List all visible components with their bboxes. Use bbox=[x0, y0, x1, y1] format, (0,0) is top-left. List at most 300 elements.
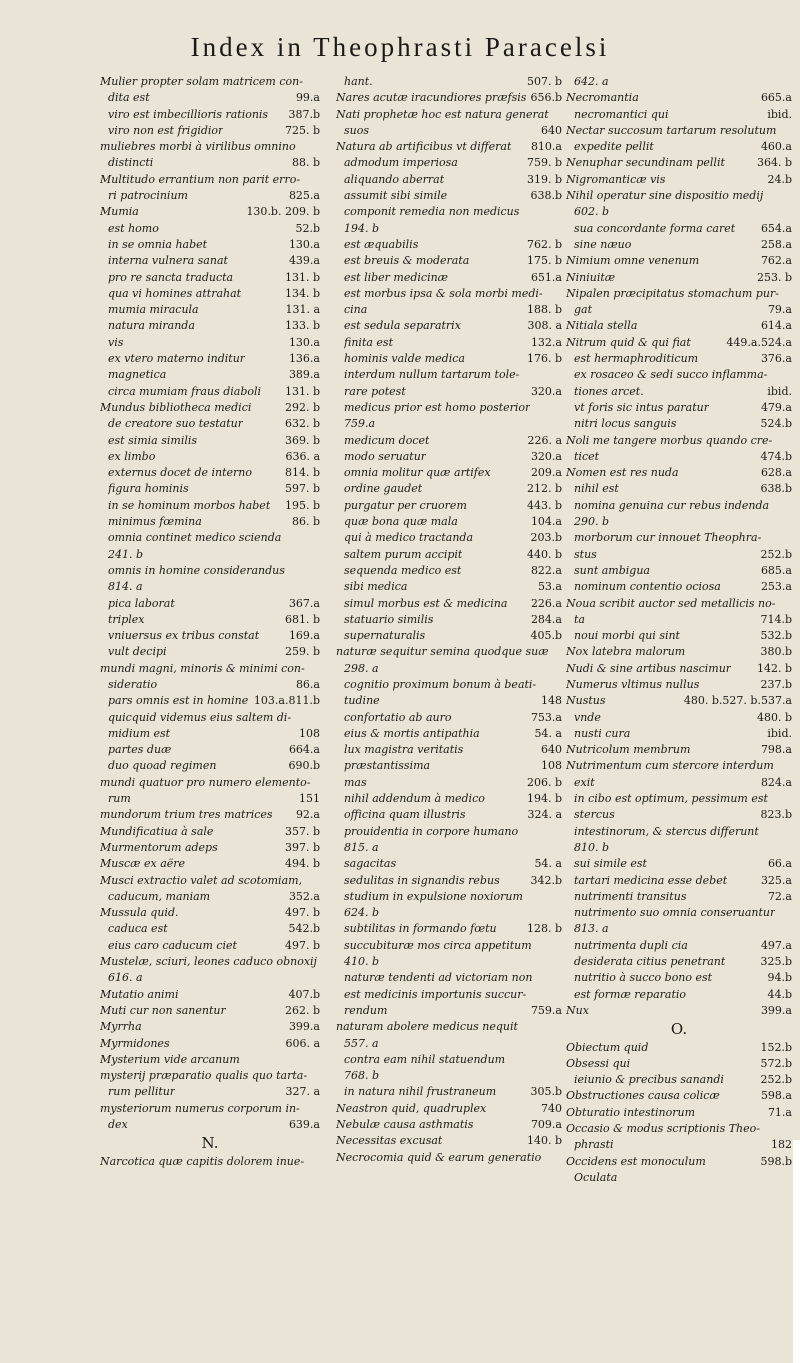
entry-term: Mustelæ, sciuri, leones caduco obnoxij bbox=[100, 955, 317, 969]
entry-page-ref: 24.b bbox=[767, 172, 792, 186]
index-entry bbox=[336, 987, 562, 1003]
index-entry bbox=[100, 188, 320, 204]
index-entry bbox=[566, 188, 792, 204]
entry-term: est formæ reparatio bbox=[574, 987, 687, 1001]
entry-term: hominis valde medica bbox=[344, 352, 465, 366]
index-entry bbox=[336, 596, 562, 612]
index-entry bbox=[100, 335, 320, 351]
entry-term: Musci extractio valet ad scotomiam, bbox=[100, 873, 303, 887]
entry-page-ref: 597. b bbox=[284, 482, 320, 496]
entry-term: omnia continet medico scienda bbox=[108, 531, 282, 545]
index-entry bbox=[566, 139, 792, 155]
entry-term: finita est bbox=[344, 335, 393, 349]
entry-term: statuario similis bbox=[344, 612, 434, 626]
entry-page-ref: 176. b bbox=[526, 352, 562, 366]
entry-term: Myrrha bbox=[100, 1020, 142, 1034]
entry-page-ref: 252.b bbox=[760, 1073, 792, 1087]
entry-term: 768. b bbox=[344, 1069, 380, 1083]
entry-page-ref: 53.a bbox=[537, 580, 562, 594]
entry-term: eius caro caducum ciet bbox=[108, 938, 237, 952]
index-entry bbox=[566, 954, 792, 970]
entry-page-ref: 71.a bbox=[767, 1105, 792, 1119]
entry-term: studium in expulsione noxiorum bbox=[344, 889, 523, 903]
entry-page-ref: 44.b bbox=[767, 987, 792, 1001]
entry-page-ref: 253. b bbox=[756, 270, 792, 284]
index-entry bbox=[336, 400, 562, 416]
entry-term: Nitrum quid & qui fiat bbox=[566, 335, 691, 349]
entry-term: interdum nullum tartarum tole- bbox=[344, 368, 520, 382]
entry-term: rendum bbox=[344, 1003, 388, 1017]
entry-term: Multitudo errantium non parit erro- bbox=[100, 172, 301, 186]
index-entry bbox=[566, 1056, 792, 1072]
entry-page-ref: 54. a bbox=[534, 857, 562, 871]
index-entry bbox=[336, 204, 562, 220]
entry-page-ref: 103.a.811.b bbox=[253, 694, 320, 708]
entry-term: est æquabilis bbox=[344, 237, 419, 251]
entry-term: in se omnia habet bbox=[108, 237, 208, 251]
entry-term: quæ bona quæ mala bbox=[344, 515, 458, 529]
index-entry bbox=[336, 970, 562, 986]
page-edge bbox=[793, 1140, 800, 1363]
entry-term: 298. a bbox=[344, 661, 379, 675]
index-entry bbox=[100, 286, 320, 302]
entry-term: sequenda medico est bbox=[344, 563, 462, 577]
entry-term: ordine gaudet bbox=[344, 482, 423, 496]
entry-page-ref: 325.a bbox=[760, 873, 792, 887]
index-entry bbox=[100, 693, 320, 709]
entry-term: ex vtero materno inditur bbox=[108, 352, 246, 366]
entry-page-ref: 474.b bbox=[760, 449, 792, 463]
index-entry bbox=[566, 807, 792, 823]
index-entry bbox=[566, 824, 792, 840]
entry-term: 814. a bbox=[108, 580, 143, 594]
entry-term: vult decipi bbox=[108, 645, 167, 659]
index-entry bbox=[100, 775, 320, 791]
entry-term: Mulier propter solam matricem con- bbox=[100, 75, 303, 88]
entry-page-ref: 252.b bbox=[760, 547, 792, 561]
entry-term: nutrimento suo omnia conseruantur bbox=[574, 906, 776, 920]
index-entry bbox=[566, 1154, 792, 1170]
entry-page-ref: 259. b bbox=[284, 645, 320, 659]
entry-term: 410. b bbox=[344, 955, 380, 969]
index-entry bbox=[100, 302, 320, 318]
index-entry bbox=[100, 596, 320, 612]
entry-term: tiones arcet. bbox=[574, 384, 644, 398]
section-letter: N. bbox=[201, 1134, 219, 1153]
index-entry bbox=[100, 661, 320, 677]
entry-term: quicquid videmus eius saltem di- bbox=[108, 710, 292, 724]
index-entry bbox=[566, 286, 792, 302]
index-entry bbox=[566, 693, 792, 709]
entry-term: Nustus bbox=[566, 694, 606, 708]
entry-page-ref: 132.a bbox=[530, 335, 562, 349]
entry-term: rare potest bbox=[344, 384, 406, 398]
index-entry bbox=[566, 726, 792, 742]
index-entry bbox=[566, 514, 792, 530]
entry-page-ref: 759.a bbox=[530, 1003, 562, 1017]
entry-term: ta bbox=[574, 612, 585, 626]
entry-term: Neastron quid, quadruplex bbox=[336, 1101, 487, 1115]
entry-page-ref: 681. b bbox=[284, 612, 320, 626]
entry-term: Obstructiones causa colicæ bbox=[566, 1089, 720, 1103]
entry-term: dita est bbox=[108, 91, 150, 105]
index-entry bbox=[566, 367, 792, 383]
entry-page-ref: 319. b bbox=[526, 172, 562, 186]
index-entry bbox=[566, 758, 792, 774]
entry-page-ref: 130.a bbox=[288, 237, 320, 251]
entry-term: magnetica bbox=[108, 368, 167, 382]
entry-page-ref: 325.b bbox=[760, 955, 792, 969]
index-entry bbox=[100, 123, 320, 139]
index-entry bbox=[100, 1019, 320, 1035]
entry-term: est medicinis importunis succur- bbox=[344, 987, 527, 1001]
index-entry bbox=[100, 856, 320, 872]
entry-term: minimus fœmina bbox=[108, 515, 202, 529]
index-entry bbox=[100, 416, 320, 432]
index-entry bbox=[336, 74, 562, 90]
index-entry bbox=[100, 400, 320, 416]
index-entry bbox=[100, 677, 320, 693]
index-entry bbox=[100, 628, 320, 644]
index-entry bbox=[566, 237, 792, 253]
index-entry bbox=[566, 270, 792, 286]
entry-term: ex limbo bbox=[108, 449, 156, 463]
entry-term: nusti cura bbox=[574, 726, 631, 740]
entry-page-ref: 651.a bbox=[530, 270, 562, 284]
page-title: Index in Theophrasti Paracelsi bbox=[190, 32, 610, 62]
entry-page-ref: 665.a bbox=[760, 91, 792, 105]
entry-term: tartari medicina esse debet bbox=[574, 873, 728, 887]
entry-term: Myrmidones bbox=[100, 1036, 170, 1050]
entry-page-ref: 709.a bbox=[530, 1118, 562, 1131]
entry-page-ref: 494. b bbox=[284, 857, 320, 871]
entry-page-ref: 654.a bbox=[760, 221, 792, 235]
entry-term: est liber medicinæ bbox=[344, 270, 449, 284]
entry-page-ref: 152.b bbox=[760, 1040, 792, 1054]
entry-term: Nares acutæ iracundiores præfsis bbox=[336, 91, 527, 105]
index-entry bbox=[100, 530, 320, 546]
entry-term: stercus bbox=[574, 808, 615, 822]
index-entry bbox=[566, 873, 792, 889]
entry-term: supernaturalis bbox=[344, 629, 426, 643]
index-entry bbox=[566, 384, 792, 400]
entry-page-ref: 133. b bbox=[284, 319, 320, 333]
entry-term: 194. b bbox=[344, 221, 380, 235]
entry-term: 759.a bbox=[344, 417, 376, 431]
entry-term: Nenuphar secundinam pellit bbox=[566, 156, 725, 170]
entry-term: modo seruatur bbox=[344, 449, 427, 463]
entry-term: 642. a bbox=[574, 75, 609, 88]
index-entry bbox=[566, 987, 792, 1003]
index-entry bbox=[100, 758, 320, 774]
index-entry bbox=[100, 1036, 320, 1052]
index-entry bbox=[566, 661, 792, 677]
entry-term: saltem purum accipit bbox=[344, 547, 463, 561]
index-entry bbox=[100, 1117, 320, 1133]
entry-term: cina bbox=[344, 303, 368, 317]
entry-term: officina quam illustris bbox=[344, 808, 466, 822]
index-entry bbox=[566, 970, 792, 986]
entry-page-ref: 369. b bbox=[284, 433, 320, 447]
index-entry bbox=[566, 612, 792, 628]
index-entry bbox=[336, 677, 562, 693]
entry-term: 624. b bbox=[344, 906, 380, 920]
entry-term: ticet bbox=[574, 449, 600, 463]
entry-term: externus docet de interno bbox=[108, 466, 253, 480]
index-entry bbox=[336, 384, 562, 400]
entry-term: sagacitas bbox=[344, 857, 397, 871]
index-entry bbox=[100, 449, 320, 465]
index-entry bbox=[566, 335, 792, 351]
entry-term: sunt ambigua bbox=[574, 563, 650, 577]
entry-term: Muti cur non sanentur bbox=[100, 1003, 226, 1017]
index-entry bbox=[336, 644, 562, 660]
index-entry bbox=[100, 74, 320, 90]
entry-term: est homo bbox=[108, 221, 159, 235]
entry-term: lux magistra veritatis bbox=[344, 743, 464, 757]
entry-term: ieiunio & precibus sanandi bbox=[574, 1073, 724, 1087]
entry-page-ref: 399.a bbox=[760, 1003, 792, 1017]
entry-page-ref: 130.a bbox=[288, 335, 320, 349]
entry-term: Obsessi qui bbox=[566, 1056, 631, 1070]
index-entry bbox=[566, 1137, 792, 1153]
entry-page-ref: 376.a bbox=[760, 352, 792, 366]
entry-term: Nipalen præcipitatus stomachum pur- bbox=[566, 286, 779, 300]
entry-page-ref: 364. b bbox=[756, 156, 792, 170]
entry-term: circa mumiam fraus diaboli bbox=[108, 384, 262, 398]
index-entry bbox=[336, 775, 562, 791]
entry-term: 616. a bbox=[108, 971, 143, 985]
entry-term: Nectar succosum tartarum resolutum bbox=[566, 123, 777, 137]
index-entry bbox=[336, 840, 562, 856]
entry-term: sideratio bbox=[108, 677, 158, 691]
index-entry bbox=[566, 579, 792, 595]
entry-page-ref: 131. b bbox=[284, 384, 320, 398]
entry-term: Oculata bbox=[574, 1170, 618, 1184]
entry-term: phrasti bbox=[574, 1138, 614, 1152]
entry-term: nutrimenta dupli cia bbox=[574, 938, 688, 952]
index-column-3 bbox=[566, 74, 792, 1186]
entry-term: Numerus vltimus nullus bbox=[566, 677, 700, 691]
entry-term: sedulitas in signandis rebus bbox=[344, 873, 500, 887]
index-entry bbox=[336, 253, 562, 269]
entry-page-ref: 685.a bbox=[760, 563, 792, 577]
entry-term: in se hominum morbos habet bbox=[108, 498, 271, 512]
index-entry bbox=[336, 481, 562, 497]
index-entry bbox=[566, 856, 792, 872]
entry-page-ref: 203.b bbox=[530, 531, 562, 545]
entry-term: nihil addendum à medico bbox=[344, 792, 485, 806]
entry-term: prouidentia in corpore humano bbox=[344, 824, 519, 838]
index-column-2 bbox=[336, 74, 562, 1166]
entry-term: rum bbox=[108, 792, 131, 806]
entry-page-ref: 397. b bbox=[284, 840, 320, 854]
index-entry bbox=[100, 384, 320, 400]
entry-page-ref: 636. a bbox=[285, 449, 320, 463]
index-entry bbox=[100, 1084, 320, 1100]
entry-term: Nox latebra malorum bbox=[566, 645, 686, 659]
entry-term: Murmentorum adeps bbox=[100, 840, 218, 854]
index-entry bbox=[336, 188, 562, 204]
entry-page-ref: 439.a bbox=[288, 254, 320, 268]
entry-page-ref: 209.a bbox=[530, 466, 562, 480]
entry-term: mundorum trium tres matrices bbox=[100, 808, 273, 822]
entry-term: subtilitas in formando fœtu bbox=[344, 922, 497, 936]
entry-term: Nihil operatur sine dispositio medij bbox=[566, 189, 764, 203]
entry-page-ref: 460.a bbox=[760, 140, 792, 154]
index-entry bbox=[336, 612, 562, 628]
entry-page-ref: 824.a bbox=[760, 775, 792, 789]
entry-term: admodum imperiosa bbox=[344, 156, 458, 170]
index-entry bbox=[336, 367, 562, 383]
index-entry bbox=[566, 221, 792, 237]
entry-term: viro est imbecillioris rationis bbox=[108, 107, 269, 121]
index-entry bbox=[336, 139, 562, 155]
index-entry bbox=[566, 302, 792, 318]
index-entry bbox=[566, 1170, 792, 1186]
entry-term: rum pellitur bbox=[108, 1085, 176, 1099]
entry-term: mas bbox=[344, 775, 367, 789]
entry-page-ref: 226.a bbox=[530, 596, 562, 610]
entry-term: Muscæ ex aëre bbox=[100, 857, 186, 871]
entry-page-ref: 292. b bbox=[284, 400, 320, 414]
entry-term: præstantissima bbox=[344, 759, 431, 773]
index-entry bbox=[100, 498, 320, 514]
entry-term: Necessitas excusat bbox=[336, 1134, 443, 1148]
entry-term: omnia molitur quæ artifex bbox=[344, 466, 491, 480]
index-entry bbox=[566, 791, 792, 807]
entry-page-ref: 542.b bbox=[288, 922, 320, 936]
index-entry bbox=[566, 889, 792, 905]
index-entry bbox=[566, 530, 792, 546]
index-entry bbox=[100, 547, 320, 563]
entry-page-ref: 327. a bbox=[285, 1085, 320, 1099]
entry-page-ref: 480. b.527. b.537.a bbox=[683, 694, 792, 708]
index-entry bbox=[336, 237, 562, 253]
entry-page-ref: 72.a bbox=[767, 889, 792, 903]
index-entry bbox=[566, 563, 792, 579]
index-entry bbox=[336, 498, 562, 514]
entry-term: Mutatio animi bbox=[100, 987, 179, 1001]
index-entry bbox=[100, 1101, 320, 1117]
entry-page-ref: 226. a bbox=[527, 433, 562, 447]
entry-term: Mumia bbox=[100, 205, 139, 219]
index-entry bbox=[566, 433, 792, 449]
entry-term: nitri locus sanguis bbox=[574, 417, 677, 431]
entry-page-ref: 108 bbox=[541, 759, 562, 773]
entry-term: est morbus ipsa & sola morbi medi- bbox=[344, 286, 543, 300]
entry-term: aliquando aberrat bbox=[344, 172, 445, 186]
entry-page-ref: 92.a bbox=[295, 808, 320, 822]
entry-page-ref: 108 bbox=[299, 726, 320, 740]
entry-term: figura hominis bbox=[108, 482, 189, 496]
entry-page-ref: 380.b bbox=[760, 645, 792, 659]
entry-term: Nux bbox=[566, 1003, 589, 1017]
entry-term: pica laborat bbox=[108, 596, 175, 610]
index-entry bbox=[566, 1003, 792, 1019]
entry-page-ref: 628.a bbox=[760, 466, 792, 480]
entry-page-ref: 104.a bbox=[530, 515, 562, 529]
entry-page-ref: 140. b bbox=[526, 1134, 562, 1148]
index-entry bbox=[566, 481, 792, 497]
index-entry bbox=[566, 628, 792, 644]
entry-term: Natura ab artificibus vt differat bbox=[336, 140, 512, 154]
index-entry bbox=[336, 302, 562, 318]
entry-page-ref: 814. b bbox=[284, 466, 320, 480]
index-entry bbox=[336, 726, 562, 742]
index-entry bbox=[336, 221, 562, 237]
entry-term: noui morbi qui sint bbox=[574, 629, 680, 643]
entry-term: confortatio ab auro bbox=[344, 710, 452, 724]
entry-page-ref: 759. b bbox=[526, 156, 562, 170]
entry-page-ref: 572.b bbox=[760, 1056, 792, 1070]
index-entry bbox=[336, 465, 562, 481]
entry-term: Occidens est monoculum bbox=[566, 1154, 706, 1168]
index-entry bbox=[336, 824, 562, 840]
entry-term: pro re sancta traducta bbox=[108, 270, 234, 284]
entry-page-ref: 443. b bbox=[526, 498, 562, 512]
entry-page-ref: 810.a bbox=[530, 140, 562, 154]
index-entry bbox=[566, 253, 792, 269]
index-entry bbox=[100, 938, 320, 954]
index-entry bbox=[100, 791, 320, 807]
entry-term: Obiectum quid bbox=[566, 1040, 649, 1054]
index-entry bbox=[566, 644, 792, 660]
index-entry bbox=[100, 221, 320, 237]
entry-term: Mussula quid. bbox=[100, 906, 179, 920]
entry-page-ref: 52.b bbox=[295, 221, 320, 235]
entry-page-ref: 142. b bbox=[756, 661, 792, 675]
entry-term: caducum, maniam bbox=[108, 889, 211, 903]
entry-term: 290. b bbox=[574, 515, 610, 529]
entry-page-ref: 352.a bbox=[288, 889, 320, 903]
entry-page-ref: 606. a bbox=[285, 1036, 320, 1050]
entry-term: Nudi & sine artibus nascimur bbox=[566, 661, 732, 675]
entry-term: nutritio à succo bono est bbox=[574, 971, 713, 985]
entry-page-ref: 640 bbox=[541, 743, 562, 757]
index-entry bbox=[336, 661, 562, 677]
entry-page-ref: 130.b. 209. b bbox=[246, 205, 320, 219]
index-entry bbox=[336, 547, 562, 563]
entry-term: exit bbox=[574, 775, 595, 789]
index-entry bbox=[336, 351, 562, 367]
entry-term: mundi magni, minoris & minimi con- bbox=[100, 661, 305, 675]
index-entry bbox=[566, 775, 792, 791]
entry-page-ref: 99.a bbox=[295, 91, 320, 105]
entry-term: interna vulnera sanat bbox=[108, 254, 228, 268]
entry-page-ref: 305.b bbox=[530, 1085, 562, 1099]
entry-page-ref: 725. b bbox=[284, 123, 320, 137]
index-entry bbox=[566, 1105, 792, 1121]
index-column-1 bbox=[100, 74, 320, 1170]
entry-page-ref: 387.b bbox=[288, 107, 320, 121]
entry-term: mundi quatuor pro numero elemento- bbox=[100, 775, 311, 789]
entry-term: est hermaphroditicum bbox=[574, 352, 699, 366]
entry-term: mumia miracula bbox=[108, 303, 199, 317]
entry-page-ref: 640 bbox=[541, 123, 562, 137]
entry-page-ref: 479.a bbox=[760, 400, 792, 414]
index-entry bbox=[100, 172, 320, 188]
entry-term: Nebulæ causa asthmatis bbox=[336, 1118, 474, 1131]
index-entry bbox=[566, 172, 792, 188]
entry-page-ref: 128. b bbox=[526, 922, 562, 936]
entry-term: purgatur per cruorem bbox=[344, 498, 467, 512]
entry-page-ref: 194. b bbox=[526, 792, 562, 806]
index-entry bbox=[100, 742, 320, 758]
entry-page-ref: 131. a bbox=[285, 303, 320, 317]
index-entry bbox=[336, 1133, 562, 1149]
entry-page-ref: 188. b bbox=[526, 303, 562, 317]
